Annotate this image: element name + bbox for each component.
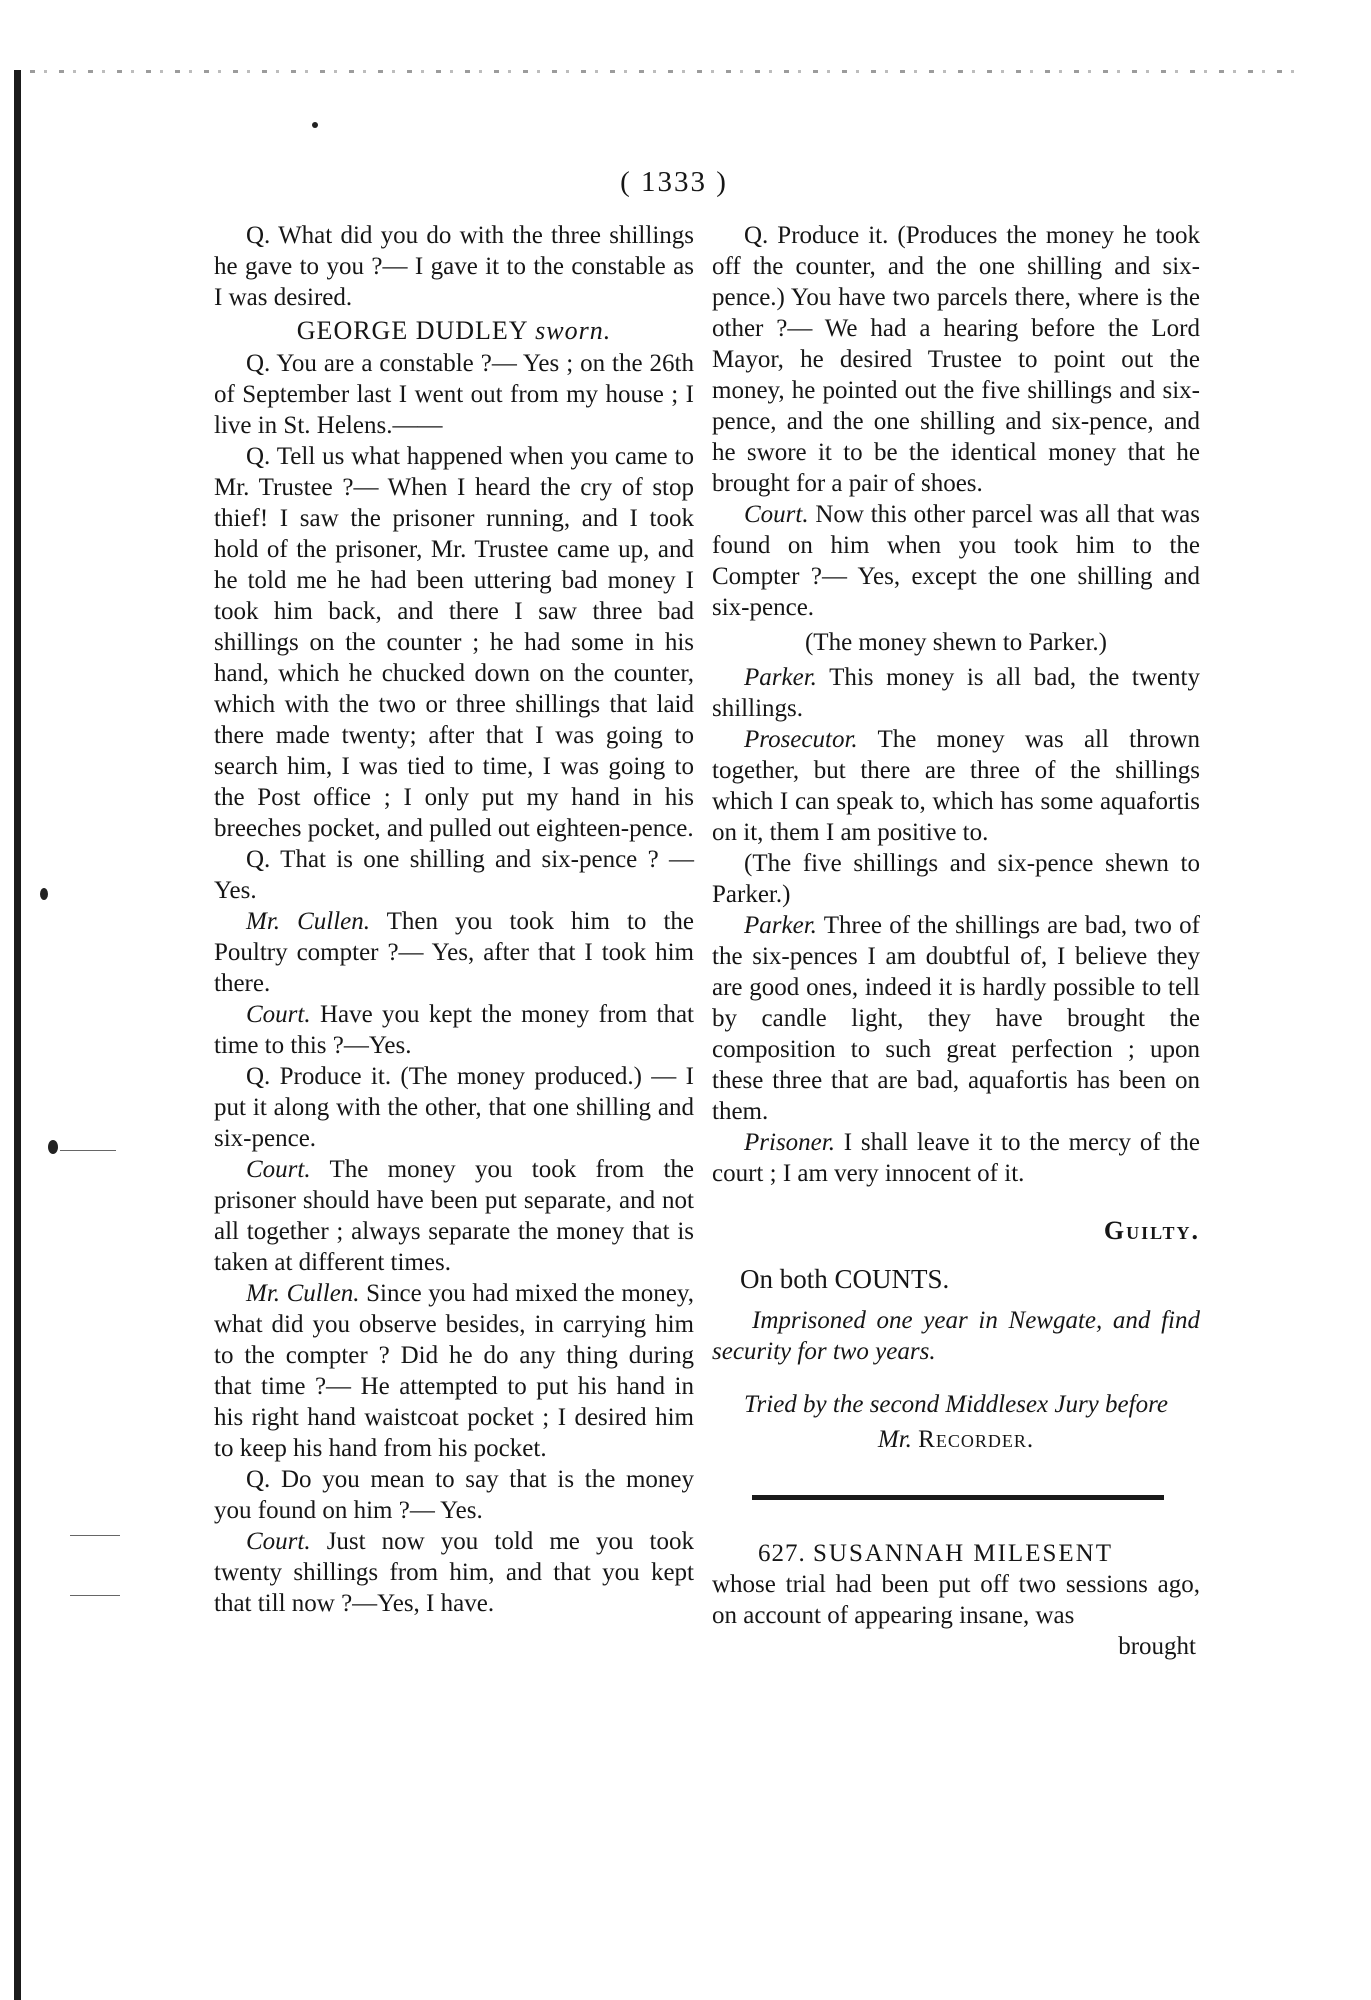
speaker: Mr. Cullen. [246, 908, 370, 935]
speaker: Prosecutor. [744, 726, 858, 753]
speech: Since you had mixed the money, what did you observe besides, in carrying him to the compter ? Did he do any thing during that time ?— He attempted to put his hand in his right hand waistcoat pocket ; I desired him to keep his hand from his pocket. [214, 1280, 694, 1462]
scan-mark [70, 1595, 120, 1596]
paragraph: Q. What did you do with the three shillings he gave to you ?— I gave it to the constable as I was desired. [214, 222, 694, 311]
speech: Now this other parcel was all that was found on him when you took him to the Compter ?— Yes, except the one shilling and six-pence. [712, 501, 1200, 621]
sentence: Imprisoned one year in Newgate, and find security for two years. [712, 1307, 1200, 1365]
speaker: Prisoner. [744, 1129, 835, 1156]
speech: This money is all bad, the twenty shillings. [712, 664, 1200, 722]
ink-speck [312, 122, 318, 128]
witness-heading [214, 315, 694, 346]
speech: The money you took from the prisoner should have been put separate, and not all together ; always separate the money that is taken at different times. [214, 1156, 694, 1276]
paragraph: Q. You are a constable ?— Yes ; on the 26th of September last I went out from my house ; I live in St. Helens.—— [214, 350, 694, 439]
scan-mark [60, 1150, 116, 1151]
paragraph: Q. That is one shilling and six-pence ? —Yes. [214, 846, 694, 904]
paragraph [712, 1127, 1200, 1189]
paragraph [214, 999, 694, 1061]
defendant-name: SUSANNAH MILESENT [813, 1540, 1113, 1567]
paragraph [712, 910, 1200, 1127]
speech: Have you kept the money from that time to this ?—Yes. [214, 1001, 695, 1059]
case-number: 627. [758, 1540, 806, 1567]
speech: Then you took him to the Poultry compter ?— Yes, after that I took him there. [214, 908, 694, 997]
counts-line: On both COUNTS. [740, 1264, 950, 1294]
stage-note: (The five shillings and six-pence shewn to Parker.) [712, 850, 1200, 908]
witness-name: GEORGE DUDLEY [296, 316, 528, 345]
speaker: Court. [246, 1001, 311, 1028]
paragraph: Q. Tell us what happened when you came to Mr. Trustee ?— When I heard the cry of stop thief! I saw the prisoner running, and I took hold of the prisoner, Mr. Trustee came up, and he told me he had been uttering bad money I took him back, and there I saw three bad shillings on the counter ; he had some in his hand, which he chucked down on the counter, which with the two or three shillings that laid there made twenty; after that I was going to search him, I was tied to time, I was going to the Post office ; I only put my hand in his breeches pocket, and pulled out eighteen-pence. [214, 443, 694, 842]
paragraph: Q. Do you mean to say that is the money you found on him ?— Yes. [214, 1466, 694, 1524]
paragraph [214, 906, 694, 999]
scan-edge-top [30, 70, 1300, 73]
sworn-note: sworn. [535, 316, 612, 345]
tried-line: Tried by the second Middlesex Jury before [744, 1391, 1168, 1418]
stage-note: (The money shewn to Parker.) [804, 629, 1107, 656]
speaker: Parker. [744, 912, 817, 939]
speaker: Court. [744, 501, 809, 528]
speech: I shall leave it to the mercy of the court ; I am very innocent of it. [712, 1129, 1200, 1187]
verdict: Guilty. [1103, 1216, 1200, 1245]
paragraph [214, 1154, 694, 1278]
speaker: Parker. [744, 664, 817, 691]
section-rule [752, 1495, 1164, 1500]
speaker: Mr. Cullen. [246, 1280, 360, 1307]
page-number: ( 1333 ) [620, 166, 728, 198]
paragraph: Q. Produce it. (The money produced.) — I put it along with the other, that one shilling and six-pence. [214, 1063, 694, 1152]
paragraph [712, 724, 1200, 848]
right-column [712, 220, 1200, 1662]
left-column [214, 220, 694, 1619]
ink-speck [40, 888, 48, 900]
judge-name: Recorder. [918, 1426, 1035, 1453]
judge-line [712, 1424, 1200, 1455]
paragraph [712, 662, 1200, 724]
paragraph [214, 1278, 694, 1464]
speaker: Court. [246, 1156, 311, 1183]
judge-title: Mr. [877, 1426, 912, 1453]
scan-edge-left [14, 70, 21, 2000]
ink-speck [48, 1140, 58, 1154]
scan-mark [70, 1535, 120, 1536]
speech: Three of the shillings are bad, two of the six-pences I am doubtful of, I believe they are good ones, indeed it is hardly possible to tell by candle light, they have brought the composition to such great perfection ; upon these three that are bad, aquafortis has been on them. [712, 912, 1200, 1125]
speaker: Court. [246, 1528, 311, 1555]
speech: The money was all thrown together, but there are three of the shillings which I can speak to, which has some aquafortis on it, them I am positive to. [712, 726, 1200, 846]
paragraph [214, 1526, 694, 1619]
catchword: brought [1118, 1633, 1196, 1660]
case-heading [712, 1538, 1200, 1569]
paragraph: Q. Produce it. (Produces the money he took off the counter, and the one shilling and six-pence.) You have two parcels there, where is the other ?— We had a hearing before the Lord Mayor, he desired Trustee to point out the money, he pointed out the five shillings and six-pence, and the one shilling and six-pence, and he swore it to be the identical money that he brought for a pair of shoes. [712, 222, 1200, 497]
speech: Just now you told me you took twenty shillings from him, and that you kept that till now ?—Yes, I have. [214, 1528, 694, 1617]
paragraph [712, 499, 1200, 623]
paragraph: whose trial had been put off two sessions ago, on account of appearing insane, was [712, 1571, 1200, 1629]
